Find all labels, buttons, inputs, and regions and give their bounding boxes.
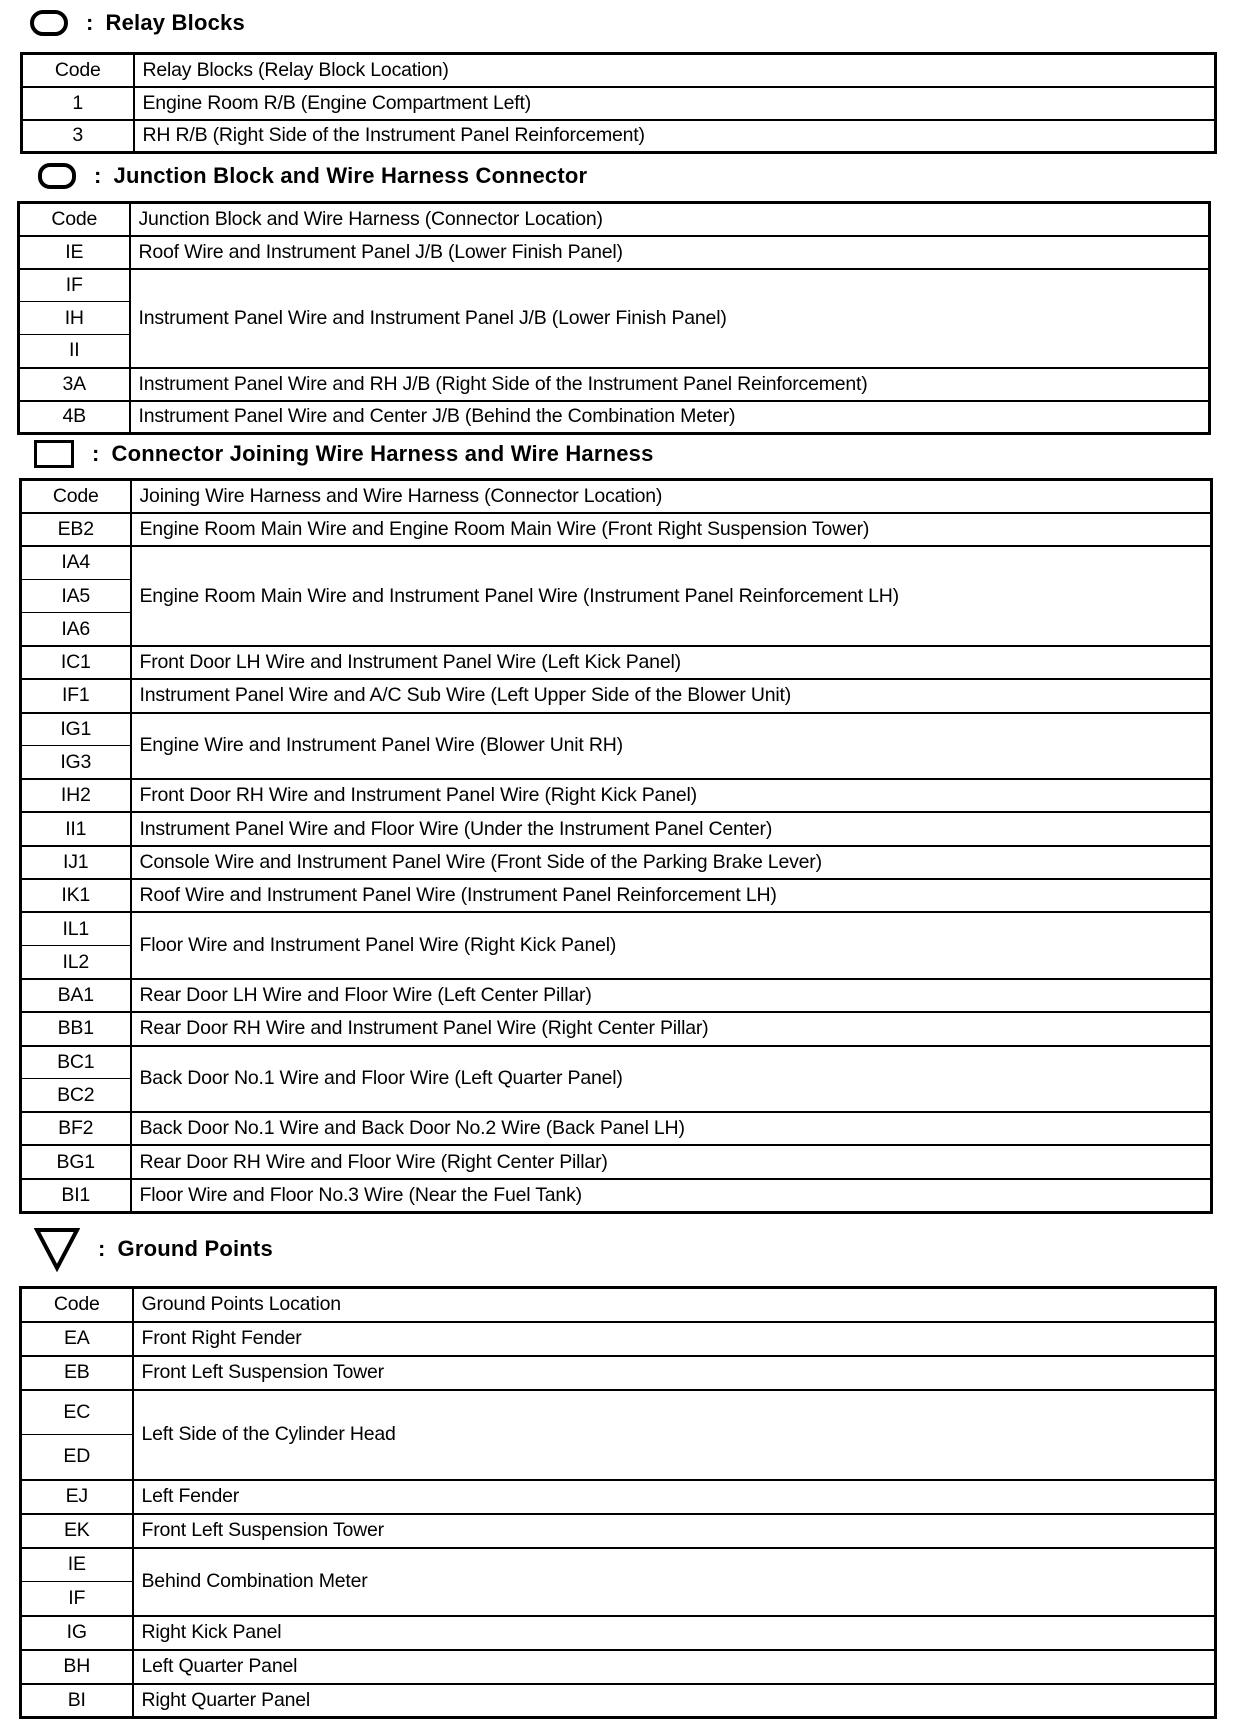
row-description: Left Fender [133,1480,1216,1514]
row-code: BI1 [21,1179,131,1212]
row-code: 3A [19,368,130,401]
heading-colon: : [98,1236,106,1261]
relay-blocks-table [20,52,1217,154]
row-description: Roof Wire and Instrument Panel Wire (Instrument Panel Reinforcement LH) [131,879,1212,912]
row-description: Rear Door RH Wire and Instrument Panel Wire (Right Center Pillar) [131,1012,1212,1045]
table-row [21,1356,1216,1390]
header-description: Junction Block and Wire Harness (Connector Location) [130,203,1210,236]
table-header-row [21,480,1212,513]
row-code: EJ [21,1480,133,1514]
row-description: Front Left Suspension Tower [133,1514,1216,1548]
table-row [19,236,1210,269]
relay-blocks-heading [30,10,245,36]
table-header-row [22,54,1216,87]
row-code: IL1 [21,912,131,945]
ground-points-title: Ground Points [117,1236,273,1261]
row-description: Engine Wire and Instrument Panel Wire (Blower Unit RH) [131,713,1212,780]
row-code: ED [21,1435,133,1480]
table-row [21,513,1212,546]
row-code: EB [21,1356,133,1390]
inverted-triangle-icon [34,1226,80,1272]
table-row [21,1616,1216,1650]
row-code: IK1 [21,879,131,912]
row-code: IF [21,1582,133,1616]
row-code: BA1 [21,979,131,1012]
heading-colon: : [92,441,100,466]
junction-block-table [17,201,1211,435]
row-description: Floor Wire and Instrument Panel Wire (Right Kick Panel) [131,912,1212,979]
row-description: Back Door No.1 Wire and Floor Wire (Left Quarter Panel) [131,1046,1212,1113]
row-code: EC [21,1390,133,1435]
row-description: Engine Room Main Wire and Instrument Panel Wire (Instrument Panel Reinforcement LH) [131,546,1212,646]
connector-heading [34,440,654,468]
ground-points-table [19,1286,1217,1719]
table-row [21,1112,1212,1145]
row-code: II [19,335,130,368]
connector-table [19,478,1213,1214]
row-description: Behind Combination Meter [133,1548,1216,1616]
row-description: Instrument Panel Wire and Floor Wire (Under the Instrument Panel Center) [131,812,1212,845]
oval-icon [38,163,76,189]
row-code: 1 [22,87,134,120]
row-code: IA6 [21,613,131,646]
row-description: Front Door RH Wire and Instrument Panel Wire (Right Kick Panel) [131,779,1212,812]
row-description: Instrument Panel Wire and Center J/B (Behind the Combination Meter) [130,401,1210,434]
row-code: BC1 [21,1046,131,1079]
row-code: 4B [19,401,130,434]
table-row [21,1514,1216,1548]
row-code: IF1 [21,679,131,712]
table-row [22,120,1216,153]
row-code: BF2 [21,1112,131,1145]
row-code: EA [21,1322,133,1356]
row-code: IE [19,236,130,269]
table-row [22,87,1216,120]
table-row [19,269,1210,302]
header-code: Code [21,1288,133,1322]
table-row [21,1480,1216,1514]
row-code: BC2 [21,1079,131,1112]
table-row [21,846,1212,879]
row-description: Instrument Panel Wire and RH J/B (Right Side of the Instrument Panel Reinforcement) [130,368,1210,401]
row-description: Back Door No.1 Wire and Back Door No.2 Wire (Back Panel LH) [131,1112,1212,1145]
header-code: Code [21,480,131,513]
table-row [21,1650,1216,1684]
row-code: IL2 [21,946,131,979]
ground-points-heading [34,1226,273,1272]
row-description: Console Wire and Instrument Panel Wire (Front Side of the Parking Brake Lever) [131,846,1212,879]
row-description: Right Quarter Panel [133,1684,1216,1718]
table-row [21,779,1212,812]
row-code: BH [21,1650,133,1684]
row-code: EB2 [21,513,131,546]
row-description: Engine Room Main Wire and Engine Room Main Wire (Front Right Suspension Tower) [131,513,1212,546]
table-row [19,401,1210,434]
table-row [21,679,1212,712]
connector-title: Connector Joining Wire Harness and Wire Harness [111,441,654,466]
row-description: Instrument Panel Wire and A/C Sub Wire (Left Upper Side of the Blower Unit) [131,679,1212,712]
junction-block-title: Junction Block and Wire Harness Connector [113,163,588,188]
table-row [21,546,1212,579]
row-description: Rear Door LH Wire and Floor Wire (Left Center Pillar) [131,979,1212,1012]
row-description: Left Side of the Cylinder Head [133,1390,1216,1480]
table-row [21,713,1212,746]
row-description: Floor Wire and Floor No.3 Wire (Near the Fuel Tank) [131,1179,1212,1212]
row-code: 3 [22,120,134,153]
row-code: IJ1 [21,846,131,879]
table-row [21,1322,1216,1356]
table-row [21,912,1212,945]
header-code: Code [19,203,130,236]
table-row [19,368,1210,401]
row-description: RH R/B (Right Side of the Instrument Panel Reinforcement) [134,120,1216,153]
row-code: BG1 [21,1145,131,1178]
table-row [21,1179,1212,1212]
row-code: II1 [21,812,131,845]
row-description: Left Quarter Panel [133,1650,1216,1684]
row-description: Roof Wire and Instrument Panel J/B (Lower Finish Panel) [130,236,1210,269]
header-code: Code [22,54,134,87]
table-row [21,879,1212,912]
table-row [21,1684,1216,1718]
row-code: BI [21,1684,133,1718]
header-description: Ground Points Location [133,1288,1216,1322]
row-code: IG3 [21,746,131,779]
row-code: IE [21,1548,133,1582]
row-description: Front Left Suspension Tower [133,1356,1216,1390]
relay-blocks-title: Relay Blocks [105,10,245,35]
square-icon [34,440,74,468]
table-row [21,1390,1216,1435]
table-header-row [21,1288,1216,1322]
junction-block-heading [38,163,587,189]
header-description: Relay Blocks (Relay Block Location) [134,54,1216,87]
row-code: IF [19,269,130,302]
table-header-row [19,203,1210,236]
rounded-rectangle-icon [30,10,68,36]
row-code: IH2 [21,779,131,812]
heading-colon: : [94,163,102,188]
row-description: Instrument Panel Wire and Instrument Panel J/B (Lower Finish Panel) [130,269,1210,368]
row-code: IG1 [21,713,131,746]
table-row [21,812,1212,845]
row-description: Rear Door RH Wire and Floor Wire (Right Center Pillar) [131,1145,1212,1178]
row-code: IC1 [21,646,131,679]
table-row [21,979,1212,1012]
header-description: Joining Wire Harness and Wire Harness (Connector Location) [131,480,1212,513]
row-description: Engine Room R/B (Engine Compartment Left) [134,87,1216,120]
row-code: BB1 [21,1012,131,1045]
row-description: Front Right Fender [133,1322,1216,1356]
row-code: IH [19,302,130,335]
table-row [21,1012,1212,1045]
table-row [21,1548,1216,1582]
row-code: EK [21,1514,133,1548]
row-code: IG [21,1616,133,1650]
table-row [21,646,1212,679]
row-code: IA5 [21,579,131,612]
row-code: IA4 [21,546,131,579]
table-row [21,1046,1212,1079]
row-description: Front Door LH Wire and Instrument Panel Wire (Left Kick Panel) [131,646,1212,679]
table-row [21,1145,1212,1178]
row-description: Right Kick Panel [133,1616,1216,1650]
heading-colon: : [86,10,94,35]
